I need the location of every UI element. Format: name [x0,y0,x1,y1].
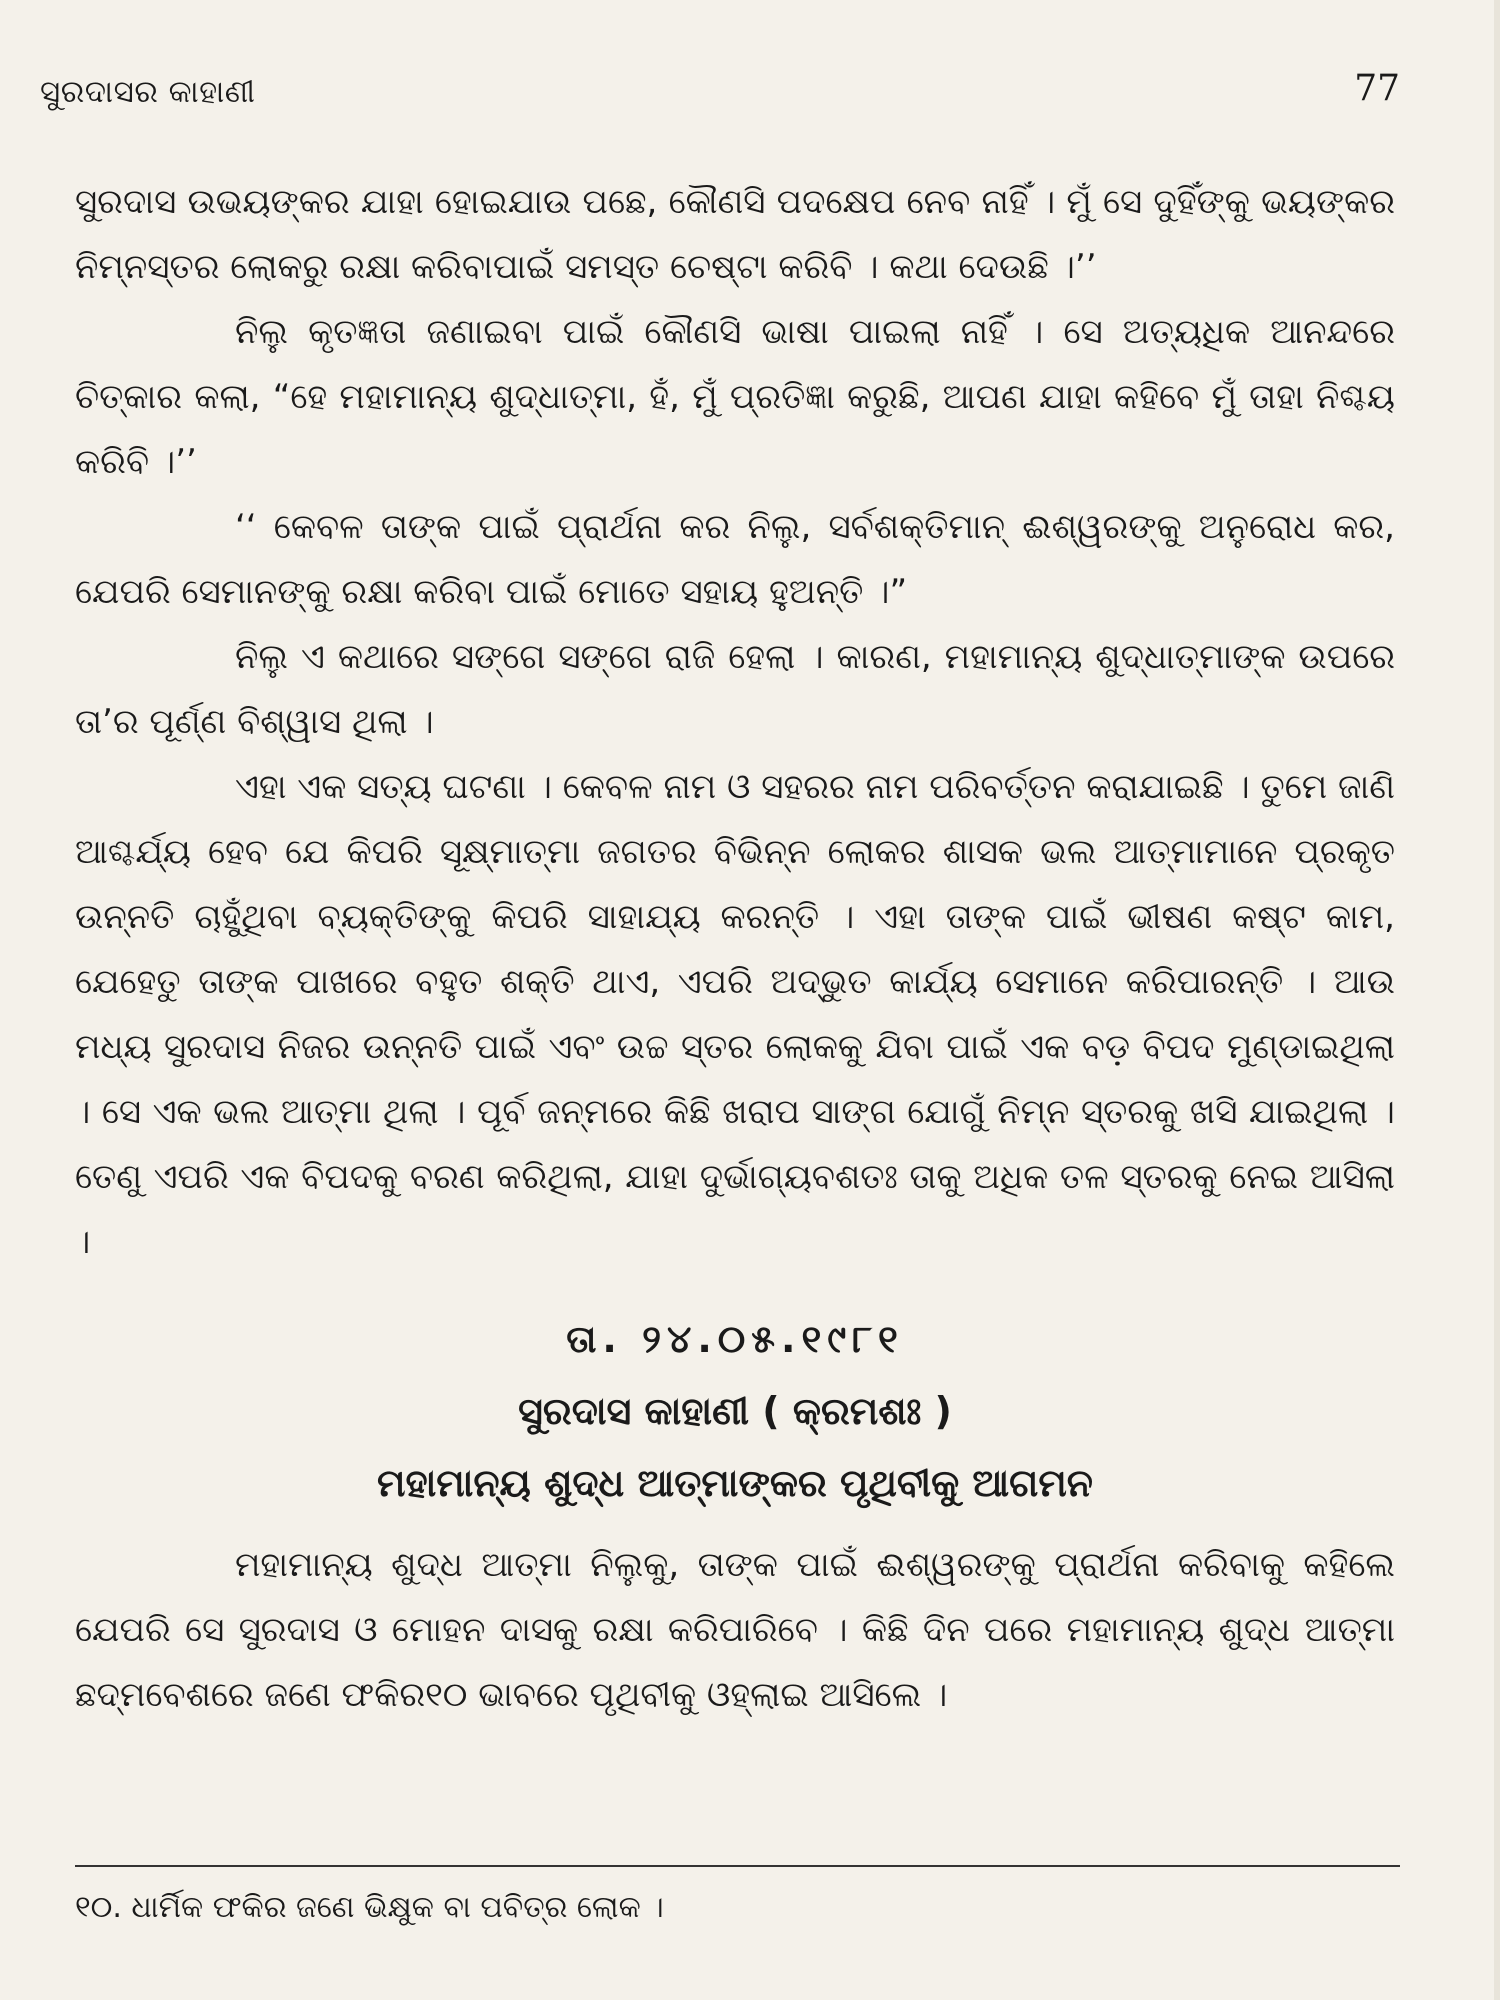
paragraph: ମହାମାନ୍ୟ ଶୁଦ୍ଧ ଆତ୍ମା ନିଲୁକୁ, ତାଙ୍କ ପାଇଁ ଈଶ୍ୱରଙ୍କୁ ପ୍ରାର୍ଥନା କରିବାକୁ କହିଲେ ଯେପରି ସେ ସୁରଦାସ ଓ ମୋହନ ଦାସକୁ ରକ୍ଷା କରିପାରିବେ । କିଛି ଦିନ ପରେ ମହାମାନ୍ୟ ଶୁଦ୍ଧ ଆତ୍ମା ଛଦ୍ମବେଶରେ ଜଣେ ଫକିର୧୦ ଭାବରେ ପୃଥିବୀକୁ ଓହ୍ଲାଇ ଆସିଲେ । [75,1545,1395,1715]
footnote: ୧୦. ଧାର୍ମିକ ଫକିର ଜଣେ ଭିକ୍ଷୁକ ବା ପବିତ୍ର ଲୋକ । [75,1890,664,1925]
body-text [75,170,1395,1728]
paragraph: ‘‘ କେବଳ ତାଙ୍କ ପାଇଁ ପ୍ରାର୍ଥନା କର ନିଲୁ, ସର୍ବଶକ୍ତିମାନ୍ ଈଶ୍ୱରଙ୍କୁ ଅନୁରୋଧ କର, ଯେପରି ସେମାନଙ୍କୁ ରକ୍ଷା କରିବା ପାଇଁ ମୋତେ ସହାୟ ହୁଅନ୍ତି ।” [75,507,1395,612]
section-date: ତା. ୨୪.୦୫.୧୯୮୧ [566,1317,904,1361]
paragraph: ଏହା ଏକ ସତ୍ୟ ଘଟଣା । କେବଳ ନାମ ଓ ସହରର ନାମ ପରିବର୍ତ୍ତନ କରାଯାଇଛି । ତୁମେ ଜାଣି ଆଶ୍ଚର୍ଯ୍ୟ ହେବ ଯେ କିପରି ସୂକ୍ଷ୍ମାତ୍ମା ଜଗତର ବିଭିନ୍ନ ଲୋକର ଶାସକ ଭଲ ଆତ୍ମାମାନେ ପ୍ରକୃତ ଉନ୍ନତି ଚାହୁଁଥିବା ବ୍ୟକ୍ତିଙ୍କୁ କିପରି ସାହାଯ୍ୟ କରନ୍ତି । ଏହା ତାଙ୍କ ପାଇଁ ଭୀଷଣ କଷ୍ଟ କାମ, ଯେହେତୁ ତାଙ୍କ ପାଖରେ ବହୁତ ଶକ୍ତି ଥାଏ, ଏପରି ଅଦ୍ଭୁତ କାର୍ଯ୍ୟ ସେମାନେ କରିପାରନ୍ତି । ଆଉ ମଧ୍ୟ ସୁରଦାସ ନିଜର ଉନ୍ନତି ପାଇଁ ଏବଂ ଉଚ୍ଚ ସ୍ତର ଲୋକକୁ ଯିବା ପାଇଁ ଏକ ବଡ଼ ବିପଦ ମୁଣ୍ଡାଇଥିଲା । ସେ ଏକ ଭଲ ଆତ୍ମା ଥିଲା । ପୂର୍ବ ଜନ୍ମରେ କିଛି ଖରାପ ସାଙ୍ଗ ଯୋଗୁଁ ନିମ୍ନ ସ୍ତରକୁ ଖସି ଯାଇଥିଲା । ତେଣୁ ଏପରି ଏକ ବିପଦକୁ ବରଣ କରିଥିଲା, ଯାହା ଦୁର୍ଭାଗ୍ୟବଶତଃ ତାକୁ ଅଧିକ ତଳ ସ୍ତରକୁ ନେଇ ଆସିଲା । [75,767,1395,1262]
running-header-title: ସୁରଦାସର କାହାଣୀ [40,74,256,110]
paragraph: ନିଲୁ କୃତଜ୍ଞତା ଜଣାଇବା ପାଇଁ କୌଣସି ଭାଷା ପାଇଲା ନାହିଁ । ସେ ଅତ୍ୟଧିକ ଆନନ୍ଦରେ ଚିତ୍କାର କଲା, “ହେ ମହାମାନ୍ୟ ଶୁଦ୍ଧାତ୍ମା, ହଁ, ମୁଁ ପ୍ରତିଜ୍ଞା କରୁଛି, ଆପଣ ଯାହା କହିବେ ମୁଁ ତାହା ନିଶ୍ଚୟ କରିବି ।’’ [75,312,1395,482]
running-header [40,68,1400,118]
paragraph: ନିଲୁ ଏ କଥାରେ ସଙ୍ଗେ ସଙ୍ଗେ ରାଜି ହେଲା । କାରଣ, ମହାମାନ୍ୟ ଶୁଦ୍ଧାତ୍ମାଙ୍କ ଉପରେ ତା’ର ପୂର୍ଣ୍ଣ ବିଶ୍ୱାସ ଥିଲା । [75,637,1395,742]
section-subtitle: ମହାମାନ୍ୟ ଶୁଦ୍ଧ ଆତ୍ମାଙ୍କର ପୃଥିବୀକୁ ଆଗମନ [377,1461,1093,1505]
paragraph-continuation: ସୁରଦାସ ଉଭୟଙ୍କର ଯାହା ହୋଇଯାଉ ପଛେ, କୌଣସି ପଦକ୍ଷେପ ନେବ ନାହିଁ । ମୁଁ ସେ ଦୁହିଁଙ୍କୁ ଭୟଙ୍କର ନିମ୍ନସ୍ତର ଲୋକରୁ ରକ୍ଷା କରିବାପାଇଁ ସମସ୍ତ ଚେଷ୍ଟା କରିବି । କଥା ଦେଉଛି ।’’ [75,182,1395,287]
footnote-divider [75,1865,1400,1867]
section-heading-block [75,1303,1395,1519]
section-title: ସୁରଦାସ କାହାଣୀ ( କ୍ରମଶଃ ) [518,1389,952,1433]
page-number: 77 [1354,68,1400,109]
